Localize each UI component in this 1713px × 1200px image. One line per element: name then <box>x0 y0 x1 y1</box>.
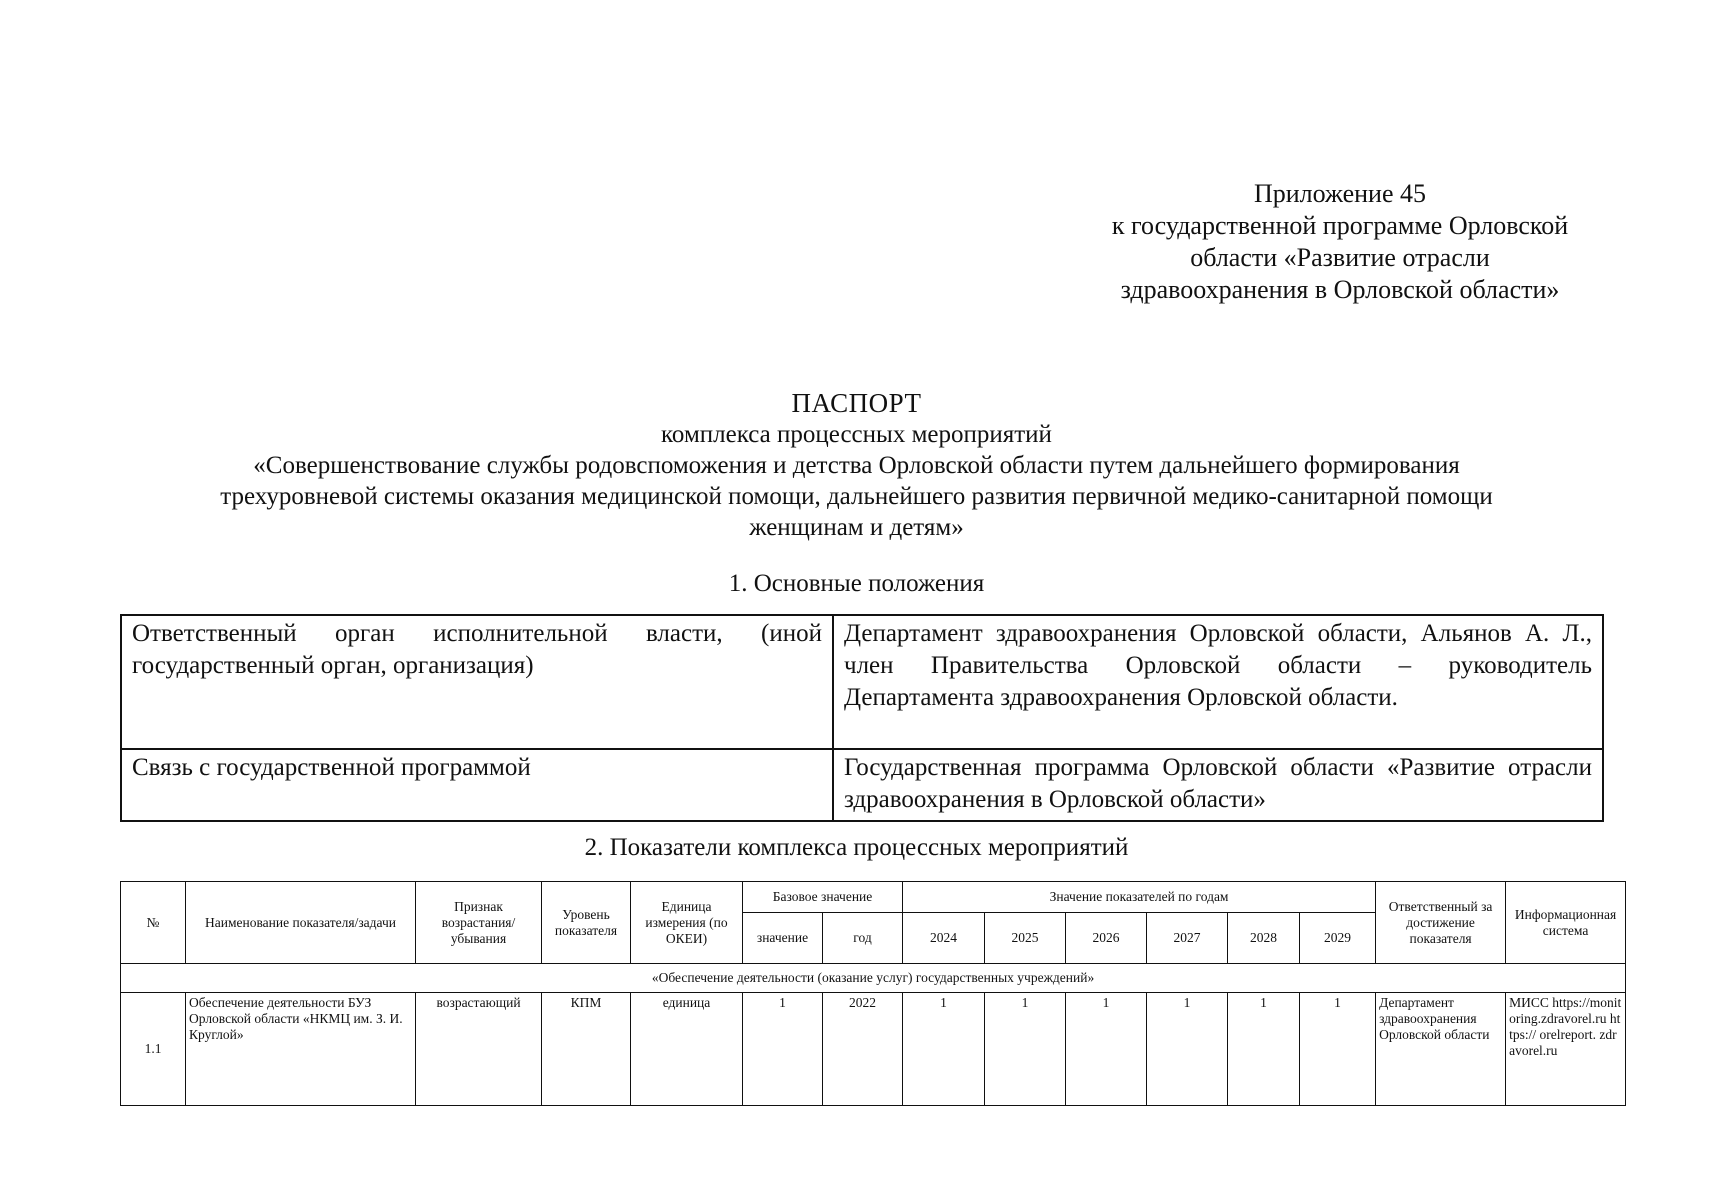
row-level: КПМ <box>542 993 631 1106</box>
col-responsible-header: Ответственный за достижение показателя <box>1376 882 1506 964</box>
program-name-line: женщинам и детям» <box>749 514 964 541</box>
basic-provisions-table <box>120 614 1604 822</box>
program-link-label: Связь с государственной программой <box>121 749 833 821</box>
program-name-line: трехуровневой системы оказания медицинской помощи, дальнейшего развития первичной медико-санитарной помощи <box>220 483 1493 510</box>
col-year-header: 2026 <box>1066 913 1147 964</box>
col-unit-header: Единица измерения (по ОКЕИ) <box>631 882 743 964</box>
table-header-row <box>121 882 1626 913</box>
row-base-value: 1 <box>743 993 823 1106</box>
appendix-line: области «Развитие отрасли <box>1190 243 1490 272</box>
col-year-header: 2028 <box>1228 913 1300 964</box>
section1-heading: 1. Основные положения <box>728 570 985 597</box>
row-trend: возрастающий <box>416 993 542 1106</box>
col-year-header: 2029 <box>1300 913 1376 964</box>
row-base-year: 2022 <box>823 993 903 1106</box>
col-year-header: 2027 <box>1147 913 1228 964</box>
table-row <box>121 993 1626 1106</box>
col-trend-header: Признак возрастания/ убывания <box>416 882 542 964</box>
task-row <box>121 964 1626 993</box>
row-year-value: 1 <box>1147 993 1228 1106</box>
col-year-header: 2024 <box>903 913 985 964</box>
row-info-system: МИСС https://monitoring.zdravorel.ru https:// orelreport. zdravorel.ru <box>1506 993 1626 1106</box>
appendix-line: здравоохранения в Орловской области» <box>1120 275 1560 304</box>
appendix-line: Приложение 45 <box>1253 179 1427 208</box>
responsible-body-label: Ответственный орган исполнительной власти, (иной государственный орган, организация) <box>121 615 833 749</box>
col-num-header: № <box>121 882 186 964</box>
col-level-header: Уровень показателя <box>542 882 631 964</box>
col-base-year-header: год <box>823 913 903 964</box>
row-num: 1.1 <box>121 993 186 1106</box>
program-link-value: Государственная программа Орловской области «Развитие отрасли здравоохранения в Орловской области» <box>833 749 1603 821</box>
col-year-header: 2025 <box>985 913 1066 964</box>
appendix-line: к государственной программе Орловской <box>1111 211 1569 240</box>
section2-heading: 2. Показатели комплекса процессных мероприятий <box>584 834 1129 861</box>
indicators-table <box>120 881 1626 1106</box>
passport-subtitle: комплекса процессных мероприятий <box>661 421 1052 448</box>
row-year-value: 1 <box>903 993 985 1106</box>
document-title <box>100 388 1613 543</box>
passport-heading: ПАСПОРТ <box>791 388 922 418</box>
row-responsible: Департамент здравоохранения Орловской области <box>1376 993 1506 1106</box>
responsible-body-value: Департамент здравоохранения Орловской области, Альянов А. Л., член Правительства Орловской области – руководитель Департамента здравоохранения Орловской области. <box>833 615 1603 749</box>
col-years-group-header: Значение показателей по годам <box>903 882 1376 913</box>
row-name: Обеспечение деятельности БУЗ Орловской области «НКМЦ им. З. И. Круглой» <box>186 993 416 1106</box>
row-unit: единица <box>631 993 743 1106</box>
col-base-header: Базовое значение <box>743 882 903 913</box>
row-year-value: 1 <box>1066 993 1147 1106</box>
program-name-line: «Совершенствование службы родовспоможения и детства Орловской области путем дальнейшего формирования <box>253 452 1460 479</box>
row-year-value: 1 <box>1300 993 1376 1106</box>
col-name-header: Наименование показателя/задачи <box>186 882 416 964</box>
row-year-value: 1 <box>985 993 1066 1106</box>
appendix-note <box>1060 178 1620 306</box>
table-row <box>121 749 1603 821</box>
col-base-value-header: значение <box>743 913 823 964</box>
table-row <box>121 615 1603 749</box>
task-title: «Обеспечение деятельности (оказание услуг) государственных учреждений» <box>121 964 1626 993</box>
row-year-value: 1 <box>1228 993 1300 1106</box>
col-info-system-header: Информационная система <box>1506 882 1626 964</box>
